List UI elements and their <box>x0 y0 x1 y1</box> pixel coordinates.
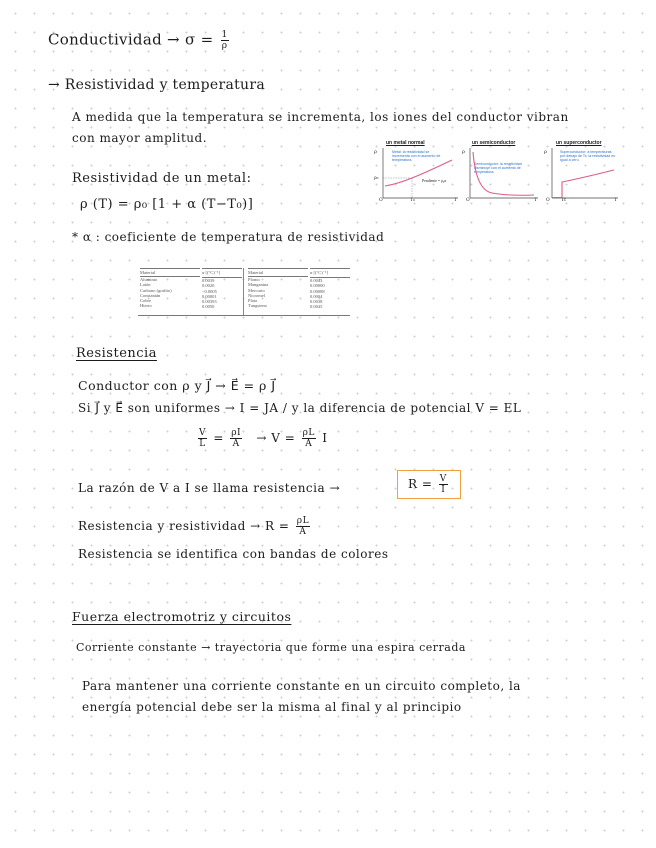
graph-superconductor-title: un superconductor <box>556 140 602 146</box>
resistencia-line-2: Si J⃗ y E⃗ son uniformes → I = JA / y la diferencia de potencial V = EL <box>78 401 522 415</box>
graph-superconductor <box>542 140 622 206</box>
graph-metal-ytick-rho: ρ <box>374 149 377 155</box>
resistance-formula-box <box>397 470 461 499</box>
resistencia-line-4: La razón de V a I se llama resistencia → <box>78 481 340 495</box>
resistencia-heading: Resistencia <box>76 346 157 361</box>
resistencia-line-6: Resistencia se identifica con bandas de colores <box>78 547 389 561</box>
table-cell: Hierro <box>140 303 152 309</box>
table-cell: 0.0004 <box>310 293 323 299</box>
graph-superconductor-ytick-rho: ρ <box>544 149 547 155</box>
graph-semiconductor-caption: Semiconductor: la resistividad disminuye con el aumento de temperatura. <box>474 162 522 174</box>
resistividad-temperatura-heading: → Resistividad y temperatura <box>48 77 265 93</box>
table-col-material-right <box>248 268 308 309</box>
table-cell: Carbono (grafito) <box>140 287 172 293</box>
alpha-note: * α : coeficiente de temperatura de resistividad <box>72 230 385 244</box>
table-divider <box>243 268 244 315</box>
conductividad-text: Conductividad → σ = <box>48 30 214 49</box>
table-header: Material <box>248 268 308 277</box>
graph-semiconductor-xtick-t: T <box>534 198 538 203</box>
metal-formula: ρ (T) = ρ₀ [1 + α (T−T₀)] <box>80 197 254 212</box>
table-header: α [(°C)⁻¹] <box>310 268 350 278</box>
table-cell: 0.00393 <box>202 299 217 305</box>
fem-line-2: Para mantener una corriente constante en un circuito completo, la <box>82 679 521 693</box>
graph-semiconductor-curve <box>473 152 534 195</box>
table-col-alpha-left <box>202 268 242 310</box>
table-cell: Latón <box>140 282 151 288</box>
table-cell: Mercurio <box>248 287 265 293</box>
fraction-numerator: V <box>199 428 206 438</box>
graph-semiconductor-title: un semiconductor <box>472 140 516 146</box>
graph-metal-xtick-t0: T₀ <box>410 198 415 203</box>
table-cell: Nicromel <box>248 292 265 298</box>
resistencia-line-5-text: Resistencia y resistividad → R = <box>78 519 290 533</box>
fem-heading: Fuerza electromotriz y circuitos <box>72 609 292 624</box>
fraction-numerator: ρI <box>231 428 242 438</box>
fem-line-1: Corriente constante → trayectoria que forme una espira cerrada <box>76 641 466 654</box>
graph-metal-title: un metal normal <box>386 140 425 146</box>
fraction-denominator: ρ <box>221 41 228 51</box>
table-cell: 0.0045 <box>310 304 323 310</box>
graph-superconductor-xtick-t: T <box>614 198 618 203</box>
table-cell: Manganina <box>248 282 269 288</box>
table-cell: Aluminio <box>140 277 158 282</box>
graph-metal-caption: Metal: la resistividad se incrementa con el aumento de temperatura. <box>392 150 441 162</box>
table-cell: Plata <box>248 298 257 304</box>
table-cell: 0.0043 <box>310 278 323 283</box>
table-cell: 0.00000 <box>310 283 325 289</box>
graph-semiconductor <box>462 140 542 206</box>
table-cell: 0.0038 <box>310 299 323 305</box>
metal-heading: Resistividad de un metal: <box>72 171 252 186</box>
table-col-material-left <box>140 268 200 309</box>
graph-metal-xtick-origin: O <box>379 198 383 203</box>
table-cell: Plomo <box>248 277 260 282</box>
conductividad-line <box>48 30 231 51</box>
graph-metal <box>372 140 462 206</box>
conductividad-fraction <box>221 30 229 51</box>
graph-superconductor-plot <box>542 140 622 206</box>
medida-line-1: A medida que la temperatura se incrementa, los iones del conductor vibran <box>72 110 569 124</box>
graph-superconductor-curve <box>552 170 614 198</box>
graph-metal-ytick-rho0: ρ₀ <box>374 176 379 181</box>
graph-metal-note: Pendiente = ρ₀α <box>422 179 447 183</box>
table-cell: 0.0050 <box>202 304 215 310</box>
table-cell: 0.0039 <box>202 278 215 283</box>
eq-fraction-rhoi-over-a <box>230 428 242 449</box>
graph-superconductor-caption: Superconductor: a temperaturas por debajo de Tc, la resistividad es igual a cero. <box>560 150 616 162</box>
equals-sign: = <box>213 431 224 445</box>
fraction-denominator: L <box>199 439 206 449</box>
eq-fraction-v-over-l <box>198 428 207 449</box>
fraction-numerator: V <box>439 474 447 484</box>
graph-semiconductor-plot <box>462 140 542 206</box>
graph-metal-plot <box>372 140 462 206</box>
fraction-numerator: ρL <box>302 428 315 438</box>
eq-current-symbol: I <box>322 431 328 445</box>
resistencia-equation <box>196 428 328 449</box>
fraction-numerator: 1 <box>221 30 228 40</box>
table-cell: 0.0020 <box>202 283 215 289</box>
graph-metal-curve <box>385 160 452 186</box>
fraction-denominator: A <box>305 439 313 449</box>
graph-semiconductor-xtick-origin: O <box>466 198 470 203</box>
graph-metal-xtick-t: T <box>454 198 458 203</box>
box-fraction <box>439 474 448 495</box>
medida-line-2: con mayor amplitud. <box>72 131 208 145</box>
box-label: R = <box>408 477 433 491</box>
fraction-numerator: ρL <box>296 516 310 526</box>
table-cell: 0.00001 <box>202 293 217 299</box>
table-bottom-rule <box>138 315 350 316</box>
fraction-denominator: A <box>232 439 240 449</box>
fraction-denominator: A <box>299 527 307 537</box>
table-cell: −0.0005 <box>202 288 217 294</box>
table-header: Material <box>140 268 200 277</box>
rhol-over-a-fraction <box>296 516 310 537</box>
graph-superconductor-xtick-tc: Tc <box>561 198 567 203</box>
eq-fraction-rhol-over-a <box>302 428 316 449</box>
table-cell: Tungsteno <box>248 303 267 309</box>
fem-line-3: energía potencial debe ser la misma al final y al principio <box>82 700 462 714</box>
eq-arrow-v: → V = <box>256 431 296 445</box>
graph-superconductor-xtick-origin: O <box>546 198 550 203</box>
fraction-denominator: I <box>441 485 446 495</box>
table-cell: Cobre <box>140 298 151 304</box>
table-cell: 0.00088 <box>310 288 325 294</box>
table-col-alpha-right <box>310 268 350 310</box>
resistencia-line-1: Conductor con ρ y J⃗ → E⃗ = ρ J⃗ <box>78 378 276 393</box>
resistencia-line-5 <box>78 516 312 537</box>
table-cell: Constantán <box>140 292 161 298</box>
graph-semiconductor-ytick-rho: ρ <box>462 149 465 155</box>
table-header: α [(°C)⁻¹] <box>202 268 242 278</box>
